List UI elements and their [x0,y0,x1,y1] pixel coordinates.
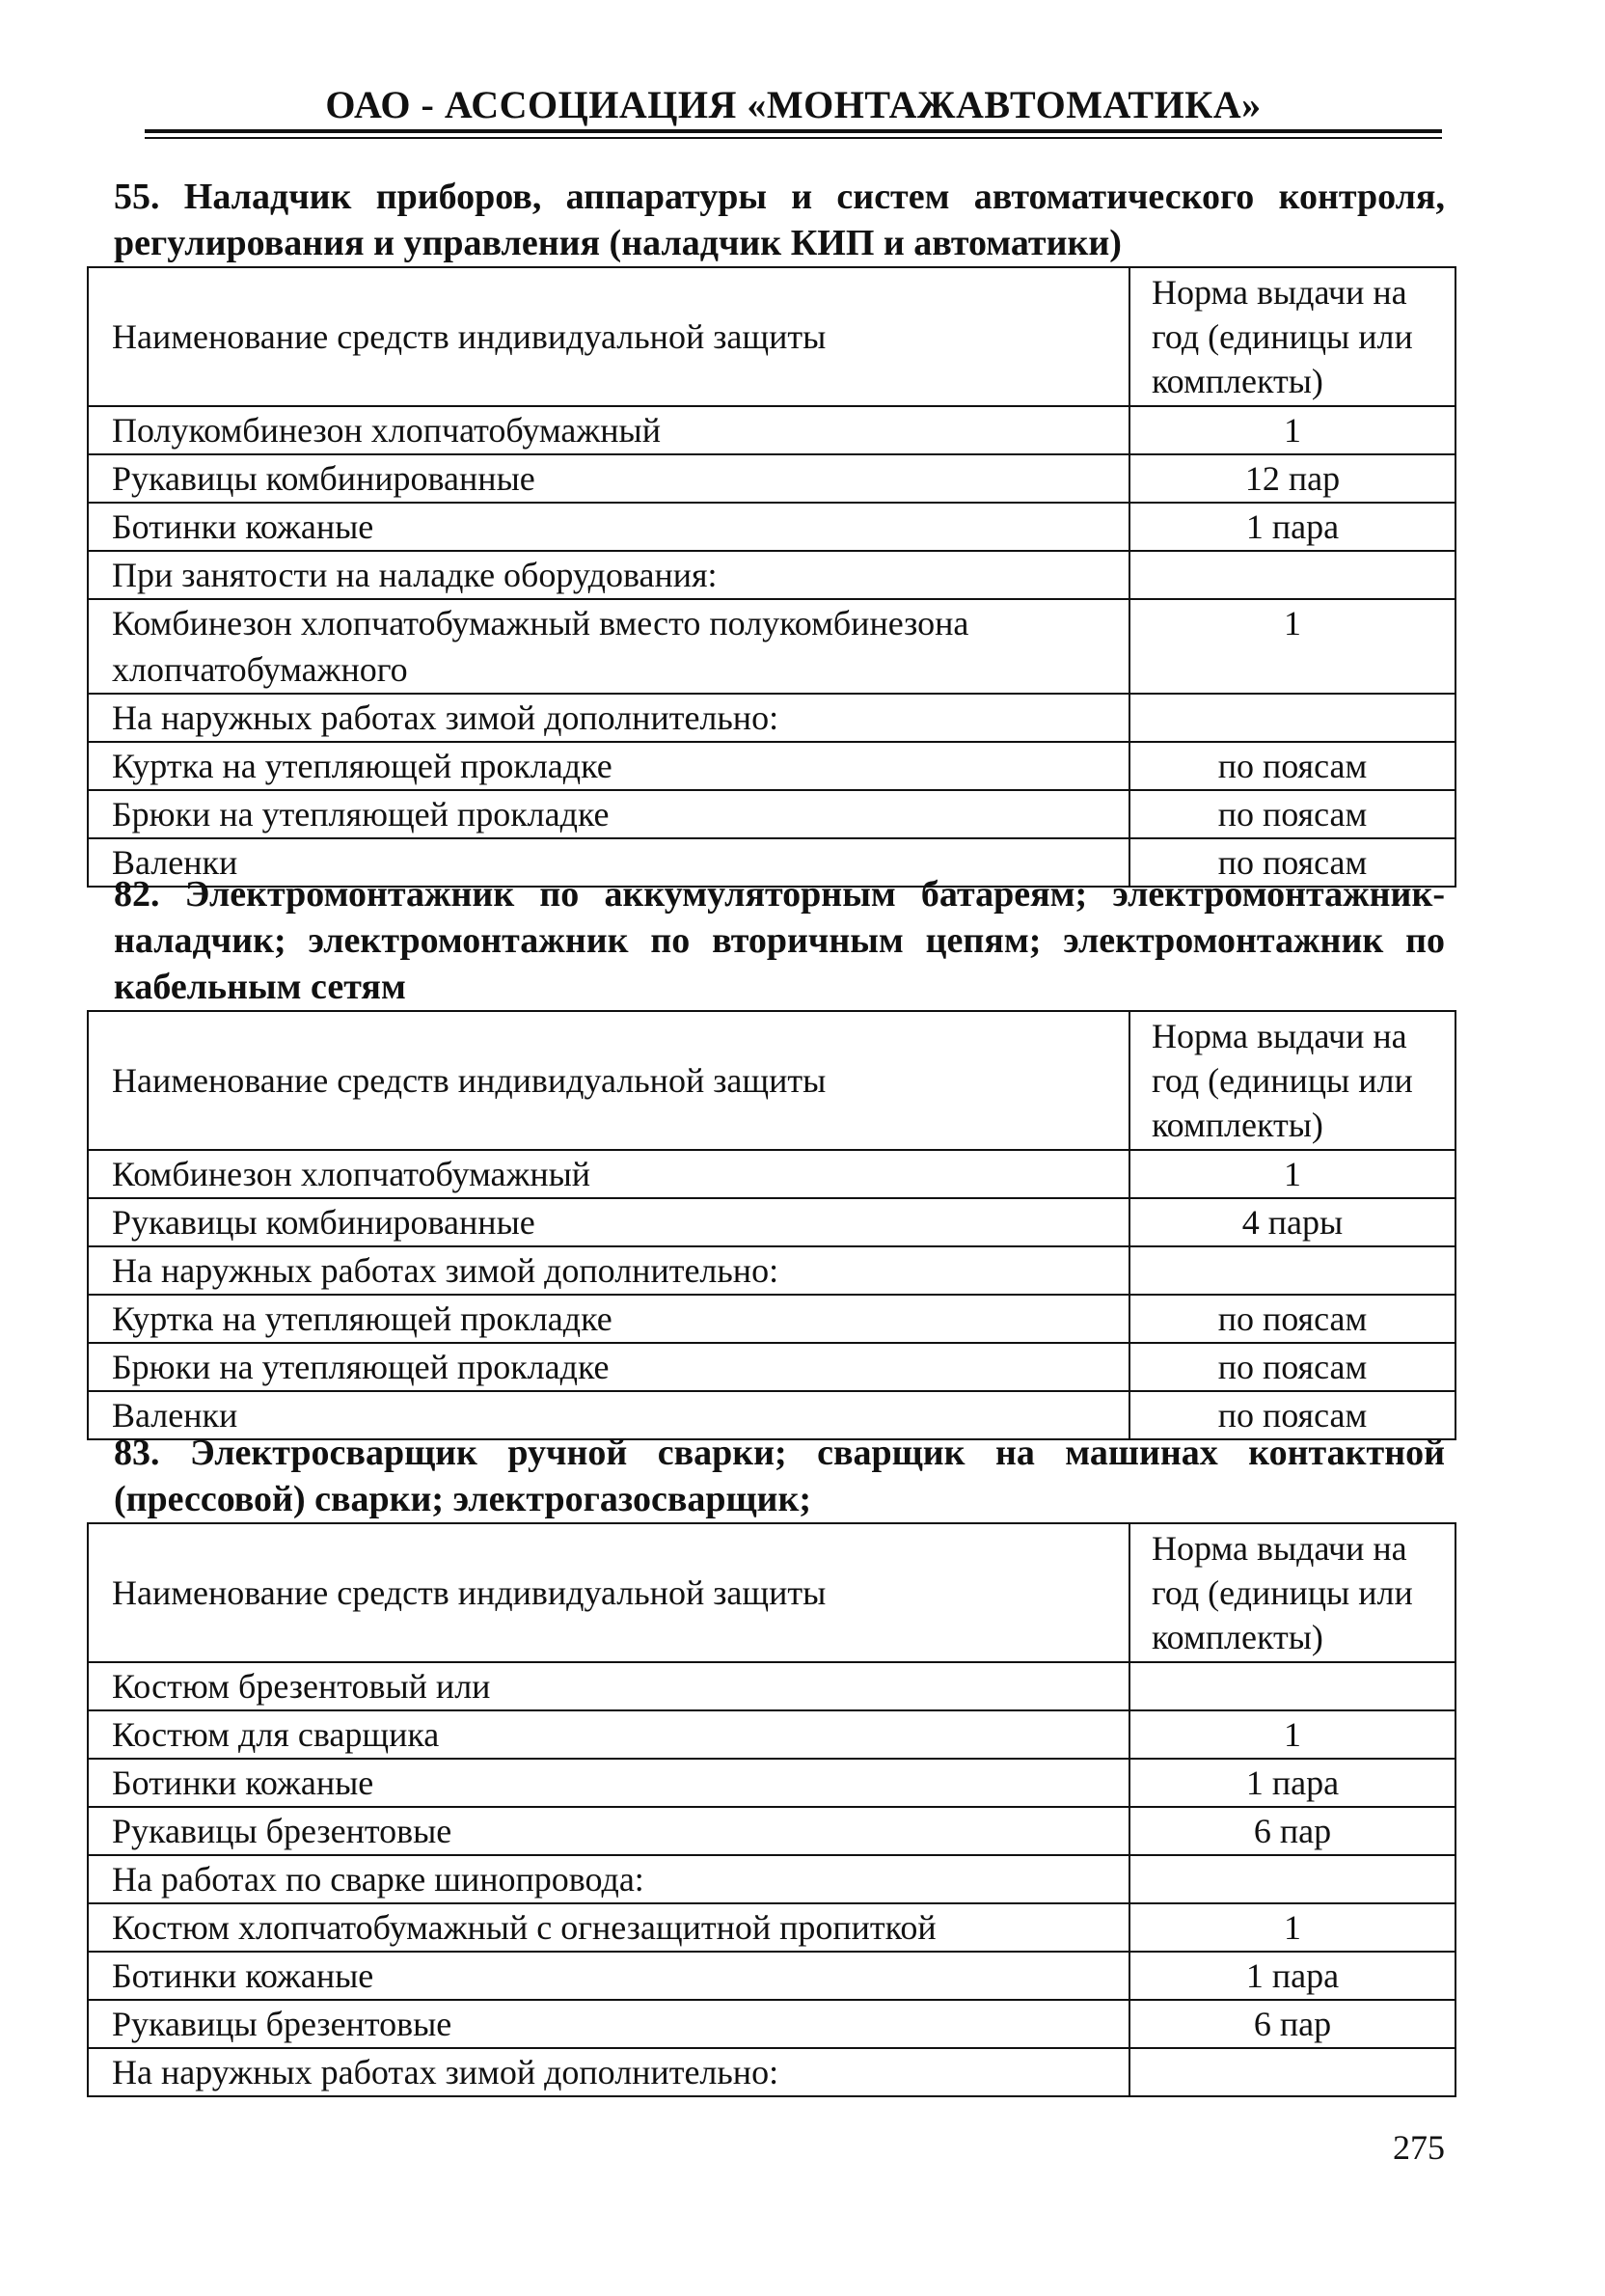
item-norm: по поясам [1129,790,1455,838]
item-name: Ботинки кожаные [88,503,1129,551]
item-norm: по поясам [1129,742,1455,790]
page-header [145,83,1442,139]
table-row [88,1855,1455,1903]
item-norm: 12 пар [1129,454,1455,503]
header-rule-thin [145,137,1442,139]
column-header-norm: Норма выдачи на год (единицы или комплекты) [1129,1011,1455,1150]
table-row [88,1952,1455,2000]
item-name: Брюки на утепляющей прокладке [88,1343,1129,1391]
table-row [88,503,1455,551]
column-header-name: Наименование средств индивидуальной защиты [88,1523,1129,1662]
item-name: Ботинки кожаные [88,1952,1129,2000]
section-82 [87,871,1456,1440]
section-55 [87,174,1456,888]
item-norm [1129,1855,1455,1903]
item-norm: 6 пар [1129,1807,1455,1855]
item-name: Валенки [88,838,1129,887]
section-title: 83. Электросварщик ручной сварки; сварщик на машинах контактной (прессовой) сварки; электрогазосварщик; [114,1433,1445,1519]
header-rule [145,129,1442,133]
table-row [88,2000,1455,2048]
header-title: ОАО - АССОЦИАЦИЯ «МОНТАЖАВТОМАТИКА» [325,83,1262,126]
column-header-norm: Норма выдачи на год (единицы или комплекты) [1129,1523,1455,1662]
item-norm: 1 [1129,1710,1455,1759]
item-name: Куртка на утепляющей прокладке [88,742,1129,790]
table-row [88,1150,1455,1198]
item-name: Костюм для сварщика [88,1710,1129,1759]
section-title: 55. Наладчик приборов, аппаратуры и систем автоматического контроля, регулирования и управления (наладчик КИП и автоматики) [114,177,1445,263]
table-row [88,1662,1455,1710]
column-header-name: Наименование средств индивидуальной защиты [88,267,1129,406]
item-norm: 1 [1129,599,1455,694]
item-name: На наружных работах зимой дополнительно: [88,2048,1129,2096]
column-header-name: Наименование средств индивидуальной защиты [88,1011,1129,1150]
table-row [88,454,1455,503]
item-name: При занятости на наладке оборудования: [88,551,1129,599]
item-norm: 6 пар [1129,2000,1455,2048]
table-row [88,1903,1455,1952]
item-norm [1129,694,1455,742]
item-norm: 1 пара [1129,1952,1455,2000]
table-row [88,1343,1455,1391]
item-norm [1129,1246,1455,1295]
item-norm [1129,2048,1455,2096]
item-name: Брюки на утепляющей прокладке [88,790,1129,838]
ppe-table [87,1522,1456,2097]
table-row [88,1759,1455,1807]
item-norm: 1 пара [1129,503,1455,551]
item-name: Ботинки кожаные [88,1759,1129,1807]
item-norm: по поясам [1129,1391,1455,1439]
table-row [88,742,1455,790]
item-name: Полукомбинезон хлопчатобумажный [88,406,1129,454]
item-name: На наружных работах зимой дополнительно: [88,1246,1129,1295]
item-name: Комбинезон хлопчатобумажный вместо полукомбинезона хлопчатобумажного [88,599,1129,694]
item-norm [1129,551,1455,599]
item-norm: 1 [1129,1150,1455,1198]
item-name: Рукавицы брезентовые [88,2000,1129,2048]
ppe-table [87,1010,1456,1440]
item-name: На работах по сварке шинопровода: [88,1855,1129,1903]
item-name: Костюм брезентовый или [88,1662,1129,1710]
item-norm: 4 пары [1129,1198,1455,1246]
section-83 [87,1430,1456,2097]
table-row [88,694,1455,742]
item-name: На наружных работах зимой дополнительно: [88,694,1129,742]
table-row [88,1198,1455,1246]
table-row [88,599,1455,694]
table-row [88,1246,1455,1295]
item-name: Куртка на утепляющей прокладке [88,1295,1129,1343]
page-number: 275 [1393,2128,1445,2167]
item-norm [1129,1662,1455,1710]
table-row [88,406,1455,454]
table-header-row [88,1523,1455,1662]
table-row [88,1710,1455,1759]
item-norm: по поясам [1129,838,1455,887]
section-title: 82. Электромонтажник по аккумуляторным батареям; электромонтажник-наладчик; электромонтажник по вторичным цепям; электромонтажник по кабельным сетям [114,874,1445,1007]
table-header-row [88,1011,1455,1150]
item-name: Комбинезон хлопчатобумажный [88,1150,1129,1198]
item-norm: 1 [1129,1903,1455,1952]
item-norm: по поясам [1129,1343,1455,1391]
table-row [88,1807,1455,1855]
table-row [88,2048,1455,2096]
ppe-table [87,266,1456,888]
item-name: Рукавицы брезентовые [88,1807,1129,1855]
item-name: Костюм хлопчатобумажный с огнезащитной пропиткой [88,1903,1129,1952]
table-row [88,1295,1455,1343]
table-row [88,551,1455,599]
item-norm: 1 пара [1129,1759,1455,1807]
table-header-row [88,267,1455,406]
column-header-norm: Норма выдачи на год (единицы или комплекты) [1129,267,1455,406]
item-name: Валенки [88,1391,1129,1439]
table-row [88,790,1455,838]
item-name: Рукавицы комбинированные [88,1198,1129,1246]
item-norm: по поясам [1129,1295,1455,1343]
item-name: Рукавицы комбинированные [88,454,1129,503]
item-norm: 1 [1129,406,1455,454]
